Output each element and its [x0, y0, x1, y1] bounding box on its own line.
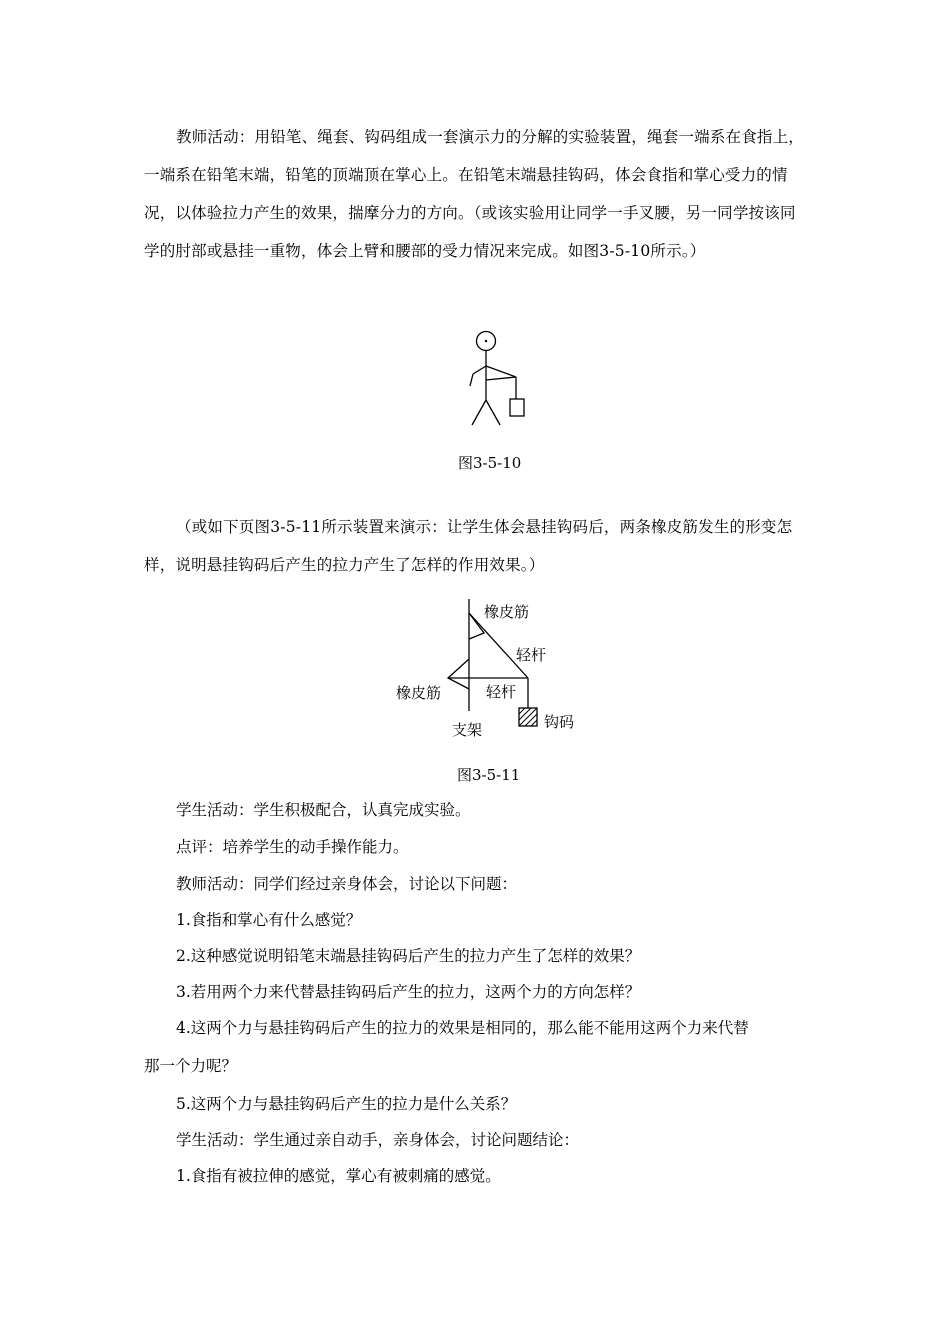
line-answer-1: 1.食指有被拉伸的感觉，掌心有被刺痛的感觉。: [176, 1167, 501, 1185]
hatch-5: [531, 720, 537, 726]
line-question-1: 1.食指和掌心有什么感觉？: [176, 911, 362, 929]
head-dot: [485, 340, 487, 342]
label-light-rod-diagonal: 轻杆: [516, 646, 547, 664]
figure-caption-3-5-11: 图3-5-11: [457, 766, 521, 784]
label-stand: 支架: [452, 721, 483, 739]
figure-caption-3-5-10: 图3-5-10: [458, 454, 522, 472]
right-forearm: [486, 377, 516, 380]
label-rubber-band-left: 橡皮筋: [396, 684, 442, 702]
line-student-activity-2: 学生活动：学生通过亲自动手，亲身体会，讨论问题结论：: [176, 1131, 580, 1149]
rubber-band-top: [469, 613, 484, 639]
left-arm-upper: [473, 366, 486, 374]
label-light-rod-horizontal: 轻杆: [486, 683, 517, 701]
paragraph-alt-demo: （或如下页图3-5-11所示装置来演示：让学生体会悬挂钩码后，两条橡皮筋发生的形变怎样，说明悬挂钩码后产生的拉力产生了怎样的作用效果。）: [144, 518, 793, 574]
weight-box: [510, 399, 524, 416]
figure-stand-apparatus: [392, 593, 592, 743]
line-teacher-activity-2: 教师活动：同学们经过亲身体会，讨论以下问题：: [176, 875, 518, 893]
figure-stick-person: [455, 326, 535, 428]
paragraph-teacher-activity-intro: 教师活动：用铅笔、绳套、钩码组成一套演示力的分解的实验装置，绳套一端系在食指上，一端系在铅笔末端，铅笔的顶端顶在掌心上。在铅笔末端悬挂钩码，体会食指和掌心受力的情况，以体验拉力产生的效果，揣摩分力的方向。（或该实验用让同学一手叉腰，另一同学按该同学的肘部或悬挂一重物，体会上臂和腰部的受力情况来完成。如图3-5-10所示。）: [144, 128, 805, 260]
label-rubber-band-top: 橡皮筋: [484, 603, 530, 621]
right-leg: [486, 400, 500, 425]
hatch-1: [519, 708, 531, 720]
line-question-5: 5.这两个力与悬挂钩码后产生的拉力是什么关系？: [176, 1095, 517, 1113]
label-hook-weight: 钩码: [544, 713, 575, 731]
line-question-4: 4.这两个力与悬挂钩码后产生的拉力的效果是相同的，那么能不能用这两个力来代替: [176, 1019, 749, 1037]
line-student-activity-1: 学生活动：学生积极配合，认真完成实验。: [176, 801, 471, 819]
line-question-3: 3.若用两个力来代替悬挂钩码后产生的拉力，这两个力的方向怎样？: [176, 983, 641, 1001]
hatch-4: [519, 708, 525, 714]
left-leg: [472, 400, 486, 425]
line-question-4-continued: 那一个力呢？: [144, 1057, 238, 1075]
line-question-2: 2.这种感觉说明铅笔末端悬挂钩码后产生的拉力产生了怎样的效果？: [176, 947, 641, 965]
line-comment: 点评：培养学生的动手操作能力。: [176, 838, 409, 856]
hatch-3: [525, 714, 537, 726]
right-arm-rope: [486, 366, 516, 377]
left-arm-lower: [470, 374, 473, 386]
rubber-band-left: [448, 659, 469, 689]
